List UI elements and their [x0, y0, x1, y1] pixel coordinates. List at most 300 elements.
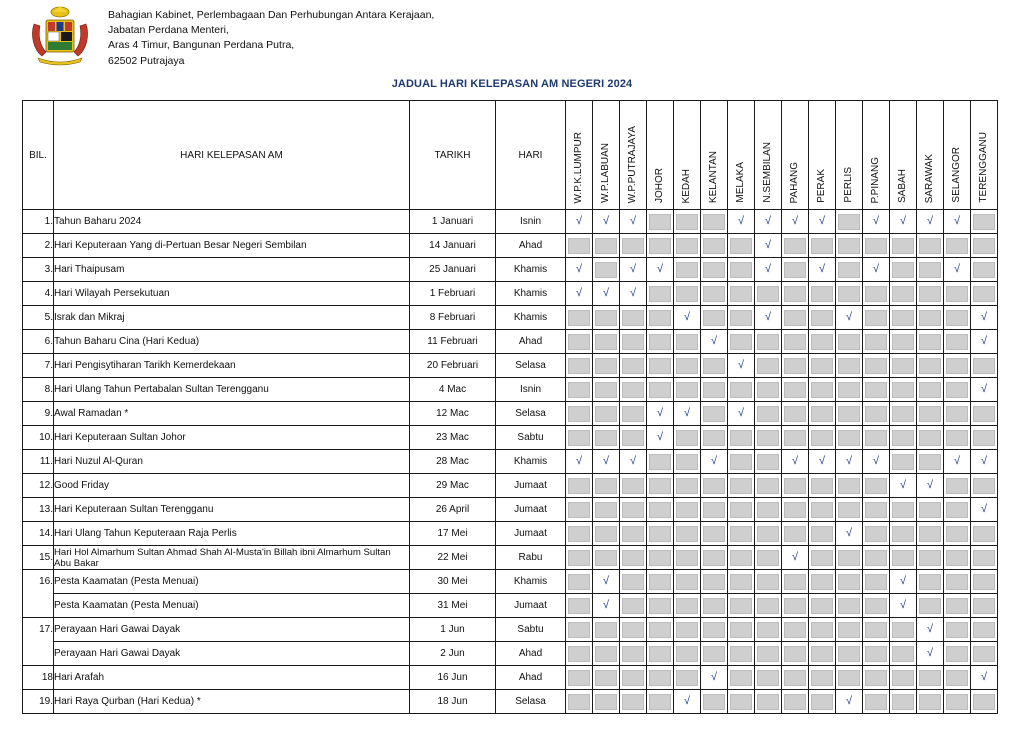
check-mark-icon: √: [730, 358, 752, 374]
state-blank-cell: [890, 642, 917, 666]
grey-fill-box: [595, 334, 617, 350]
state-blank-cell: [944, 498, 971, 522]
state-blank-cell: [809, 378, 836, 402]
grey-fill-box: [676, 334, 698, 350]
check-mark-icon: √: [568, 262, 590, 278]
state-blank-cell: [755, 570, 782, 594]
state-holiday-cell: [782, 210, 809, 234]
check-mark-icon: √: [703, 454, 725, 470]
grey-fill-box: [919, 550, 941, 566]
state-blank-cell: [890, 234, 917, 258]
grey-fill-box: [730, 286, 752, 302]
grey-fill-box: [730, 670, 752, 686]
grey-fill-box: [676, 574, 698, 590]
check-mark-icon: √: [784, 214, 806, 230]
holiday-date: 29 Mac: [410, 474, 496, 498]
holiday-name: Tahun Baharu Cina (Hari Kedua): [54, 330, 410, 354]
holiday-name: Hari Arafah: [54, 666, 410, 690]
check-mark-icon: √: [838, 526, 860, 542]
state-blank-cell: [944, 594, 971, 618]
grey-fill-box: [784, 598, 806, 614]
grey-fill-box: [838, 574, 860, 590]
state-blank-cell: [674, 426, 701, 450]
grey-fill-box: [649, 310, 671, 326]
state-blank-cell: [782, 258, 809, 282]
state-holiday-cell: [836, 690, 863, 714]
grey-fill-box: [703, 286, 725, 302]
check-mark-icon: √: [784, 550, 806, 566]
state-blank-cell: [944, 426, 971, 450]
check-mark-icon: √: [973, 382, 995, 398]
state-blank-cell: [674, 498, 701, 522]
state-blank-cell: [566, 690, 593, 714]
grey-fill-box: [892, 430, 914, 446]
check-mark-icon: √: [676, 310, 698, 326]
holiday-day: Ahad: [496, 666, 566, 690]
state-blank-cell: [863, 666, 890, 690]
grey-fill-box: [757, 646, 779, 662]
state-holiday-cell: [836, 450, 863, 474]
state-blank-cell: [782, 354, 809, 378]
state-blank-cell: [890, 498, 917, 522]
state-blank-cell: [755, 690, 782, 714]
state-blank-cell: [755, 546, 782, 570]
state-blank-cell: [674, 378, 701, 402]
holiday-name: Tahun Baharu 2024: [54, 210, 410, 234]
state-blank-cell: [917, 498, 944, 522]
state-blank-cell: [890, 378, 917, 402]
state-blank-cell: [755, 402, 782, 426]
col-header-state: [863, 101, 890, 210]
state-blank-cell: [809, 474, 836, 498]
state-blank-cell: [890, 330, 917, 354]
state-blank-cell: [755, 426, 782, 450]
table-row: [23, 234, 998, 258]
state-blank-cell: [836, 282, 863, 306]
grey-fill-box: [757, 670, 779, 686]
grey-fill-box: [649, 622, 671, 638]
grey-fill-box: [703, 574, 725, 590]
row-number: 9.: [23, 402, 54, 426]
state-blank-cell: [674, 570, 701, 594]
state-holiday-cell: [647, 258, 674, 282]
grey-fill-box: [622, 550, 644, 566]
state-blank-cell: [782, 234, 809, 258]
state-blank-cell: [728, 330, 755, 354]
check-mark-icon: √: [811, 262, 833, 278]
grey-fill-box: [568, 238, 590, 254]
holiday-date: 1 Jun: [410, 618, 496, 642]
grey-fill-box: [676, 238, 698, 254]
state-blank-cell: [620, 522, 647, 546]
state-blank-cell: [971, 642, 998, 666]
state-blank-cell: [890, 666, 917, 690]
row-number: 3.: [23, 258, 54, 282]
state-blank-cell: [971, 570, 998, 594]
state-blank-cell: [647, 282, 674, 306]
grey-fill-box: [622, 694, 644, 710]
state-blank-cell: [674, 642, 701, 666]
check-mark-icon: √: [838, 694, 860, 710]
check-mark-icon: √: [919, 478, 941, 494]
state-blank-cell: [674, 666, 701, 690]
state-blank-cell: [593, 546, 620, 570]
state-blank-cell: [701, 474, 728, 498]
state-blank-cell: [809, 354, 836, 378]
state-blank-cell: [836, 498, 863, 522]
holiday-day: Selasa: [496, 354, 566, 378]
state-holiday-cell: [593, 570, 620, 594]
state-blank-cell: [728, 522, 755, 546]
state-blank-cell: [701, 570, 728, 594]
state-blank-cell: [701, 594, 728, 618]
grey-fill-box: [973, 550, 995, 566]
state-blank-cell: [593, 642, 620, 666]
grey-fill-box: [892, 334, 914, 350]
state-blank-cell: [674, 546, 701, 570]
state-blank-cell: [620, 546, 647, 570]
grey-fill-box: [838, 238, 860, 254]
state-blank-cell: [836, 570, 863, 594]
address-line: Aras 4 Timur, Bangunan Perdana Putra,: [108, 39, 295, 52]
state-holiday-cell: [971, 330, 998, 354]
grey-fill-box: [595, 238, 617, 254]
state-holiday-cell: [890, 474, 917, 498]
table-row: [23, 282, 998, 306]
holiday-name: Hari Keputeraan Yang di-Pertuan Besar Negeri Sembilan: [54, 234, 410, 258]
grey-fill-box: [892, 310, 914, 326]
state-blank-cell: [647, 210, 674, 234]
state-blank-cell: [782, 618, 809, 642]
grey-fill-box: [676, 430, 698, 446]
state-blank-cell: [809, 522, 836, 546]
grey-fill-box: [865, 358, 887, 374]
grey-fill-box: [919, 358, 941, 374]
col-header-state: [728, 101, 755, 210]
check-mark-icon: √: [730, 214, 752, 230]
state-blank-cell: [701, 690, 728, 714]
grey-fill-box: [919, 670, 941, 686]
grey-fill-box: [568, 670, 590, 686]
state-blank-cell: [836, 402, 863, 426]
state-blank-cell: [863, 354, 890, 378]
holiday-date: 1 Januari: [410, 210, 496, 234]
grey-fill-box: [622, 670, 644, 686]
grey-fill-box: [919, 430, 941, 446]
state-blank-cell: [863, 474, 890, 498]
state-holiday-cell: [593, 450, 620, 474]
state-name: N.SEMBILAN: [762, 142, 773, 203]
state-holiday-cell: [971, 666, 998, 690]
grey-fill-box: [757, 454, 779, 470]
check-mark-icon: √: [622, 286, 644, 302]
grey-fill-box: [973, 526, 995, 542]
grey-fill-box: [730, 238, 752, 254]
col-header-holiday: HARI KELEPASAN AM: [54, 101, 410, 210]
grey-fill-box: [622, 646, 644, 662]
address-line: Bahagian Kabinet, Perlembagaan Dan Perhubungan Antara Kerajaan,: [108, 9, 435, 21]
state-blank-cell: [836, 426, 863, 450]
grey-fill-box: [892, 526, 914, 542]
holiday-name: Hari Thaipusam: [54, 258, 410, 282]
check-mark-icon: √: [946, 262, 968, 278]
state-blank-cell: [647, 234, 674, 258]
row-number: 18: [23, 666, 54, 690]
state-blank-cell: [809, 234, 836, 258]
holiday-name: Perayaan Hari Gawai Dayak: [54, 618, 410, 642]
state-blank-cell: [674, 234, 701, 258]
grey-fill-box: [757, 526, 779, 542]
state-blank-cell: [917, 522, 944, 546]
grey-fill-box: [649, 286, 671, 302]
state-name: PAHANG: [789, 161, 800, 203]
check-mark-icon: √: [595, 454, 617, 470]
check-mark-icon: √: [703, 670, 725, 686]
state-blank-cell: [647, 690, 674, 714]
state-holiday-cell: [674, 306, 701, 330]
state-blank-cell: [620, 426, 647, 450]
malaysia-coat-of-arms-icon: [20, 4, 100, 68]
state-blank-cell: [755, 642, 782, 666]
grey-fill-box: [568, 478, 590, 494]
grey-fill-box: [946, 382, 968, 398]
grey-fill-box: [730, 622, 752, 638]
grey-fill-box: [865, 574, 887, 590]
state-blank-cell: [782, 666, 809, 690]
state-blank-cell: [566, 570, 593, 594]
grey-fill-box: [946, 694, 968, 710]
col-header-state: [836, 101, 863, 210]
grey-fill-box: [865, 310, 887, 326]
state-blank-cell: [917, 378, 944, 402]
state-blank-cell: [728, 258, 755, 282]
state-blank-cell: [566, 594, 593, 618]
state-blank-cell: [836, 354, 863, 378]
grey-fill-box: [892, 694, 914, 710]
grey-fill-box: [757, 478, 779, 494]
state-blank-cell: [728, 546, 755, 570]
state-blank-cell: [566, 666, 593, 690]
check-mark-icon: √: [703, 334, 725, 350]
state-blank-cell: [674, 450, 701, 474]
grey-fill-box: [622, 502, 644, 518]
grey-fill-box: [865, 478, 887, 494]
state-blank-cell: [890, 522, 917, 546]
grey-fill-box: [568, 622, 590, 638]
state-blank-cell: [782, 330, 809, 354]
holiday-date: 4 Mac: [410, 378, 496, 402]
state-blank-cell: [620, 306, 647, 330]
grey-fill-box: [568, 310, 590, 326]
check-mark-icon: √: [568, 454, 590, 470]
state-blank-cell: [755, 522, 782, 546]
check-mark-icon: √: [973, 334, 995, 350]
check-mark-icon: √: [757, 238, 779, 254]
state-blank-cell: [809, 330, 836, 354]
state-holiday-cell: [809, 210, 836, 234]
grey-fill-box: [649, 670, 671, 686]
table-row: [23, 210, 998, 234]
state-blank-cell: [566, 426, 593, 450]
grey-fill-box: [649, 382, 671, 398]
grey-fill-box: [784, 286, 806, 302]
holiday-day: Jumaat: [496, 474, 566, 498]
grey-fill-box: [973, 406, 995, 422]
state-name: MELAKA: [735, 162, 746, 203]
state-holiday-cell: [890, 210, 917, 234]
state-blank-cell: [836, 642, 863, 666]
grey-fill-box: [892, 358, 914, 374]
holiday-day: Isnin: [496, 378, 566, 402]
grey-fill-box: [595, 502, 617, 518]
state-blank-cell: [809, 306, 836, 330]
state-blank-cell: [674, 258, 701, 282]
grey-fill-box: [568, 598, 590, 614]
grey-fill-box: [973, 286, 995, 302]
grey-fill-box: [892, 262, 914, 278]
state-blank-cell: [728, 450, 755, 474]
check-mark-icon: √: [757, 310, 779, 326]
check-mark-icon: √: [892, 478, 914, 494]
grey-fill-box: [892, 622, 914, 638]
state-blank-cell: [728, 570, 755, 594]
grey-fill-box: [811, 382, 833, 398]
holiday-date: 30 Mei: [410, 570, 496, 594]
grey-fill-box: [838, 430, 860, 446]
state-holiday-cell: [836, 522, 863, 546]
grey-fill-box: [946, 502, 968, 518]
grey-fill-box: [784, 574, 806, 590]
state-blank-cell: [647, 306, 674, 330]
grey-fill-box: [757, 286, 779, 302]
grey-fill-box: [919, 286, 941, 302]
check-mark-icon: √: [595, 598, 617, 614]
holiday-name: Good Friday: [54, 474, 410, 498]
state-blank-cell: [782, 402, 809, 426]
holiday-day: Ahad: [496, 234, 566, 258]
state-holiday-cell: [971, 378, 998, 402]
grey-fill-box: [703, 262, 725, 278]
grey-fill-box: [568, 574, 590, 590]
grey-fill-box: [811, 502, 833, 518]
grey-fill-box: [730, 382, 752, 398]
grey-fill-box: [973, 478, 995, 494]
table-row: [23, 498, 998, 522]
grey-fill-box: [757, 550, 779, 566]
grey-fill-box: [595, 670, 617, 686]
grey-fill-box: [892, 238, 914, 254]
grey-fill-box: [946, 622, 968, 638]
state-blank-cell: [809, 594, 836, 618]
grey-fill-box: [919, 310, 941, 326]
state-blank-cell: [755, 378, 782, 402]
grey-fill-box: [838, 646, 860, 662]
holiday-day: Jumaat: [496, 522, 566, 546]
table-row: [23, 522, 998, 546]
state-holiday-cell: [755, 306, 782, 330]
state-blank-cell: [593, 666, 620, 690]
state-blank-cell: [755, 450, 782, 474]
grey-fill-box: [568, 406, 590, 422]
grey-fill-box: [784, 526, 806, 542]
grey-fill-box: [784, 478, 806, 494]
grey-fill-box: [865, 406, 887, 422]
state-blank-cell: [863, 378, 890, 402]
row-number: 13.: [23, 498, 54, 522]
state-blank-cell: [701, 378, 728, 402]
grey-fill-box: [676, 502, 698, 518]
state-blank-cell: [755, 330, 782, 354]
grey-fill-box: [946, 550, 968, 566]
table-row: [23, 258, 998, 282]
state-blank-cell: [701, 354, 728, 378]
state-blank-cell: [701, 210, 728, 234]
state-blank-cell: [971, 546, 998, 570]
check-mark-icon: √: [892, 574, 914, 590]
state-blank-cell: [971, 402, 998, 426]
state-name: P.PINANG: [870, 156, 881, 203]
grey-fill-box: [838, 622, 860, 638]
grey-fill-box: [649, 454, 671, 470]
state-blank-cell: [809, 426, 836, 450]
check-mark-icon: √: [811, 214, 833, 230]
grey-fill-box: [865, 430, 887, 446]
state-blank-cell: [944, 570, 971, 594]
holiday-date: 22 Mei: [410, 546, 496, 570]
state-blank-cell: [728, 594, 755, 618]
state-blank-cell: [728, 234, 755, 258]
state-blank-cell: [809, 666, 836, 690]
grey-fill-box: [730, 310, 752, 326]
state-blank-cell: [620, 570, 647, 594]
grey-fill-box: [811, 334, 833, 350]
grey-fill-box: [730, 646, 752, 662]
check-mark-icon: √: [676, 694, 698, 710]
check-mark-icon: √: [757, 262, 779, 278]
grey-fill-box: [730, 454, 752, 470]
col-header-state: [971, 101, 998, 210]
table-row: [23, 570, 998, 594]
document-title: JADUAL HARI KELEPASAN AM NEGERI 2024: [391, 78, 633, 90]
row-number: 12.: [23, 474, 54, 498]
grey-fill-box: [784, 646, 806, 662]
row-number: 2.: [23, 234, 54, 258]
state-blank-cell: [728, 642, 755, 666]
state-blank-cell: [593, 306, 620, 330]
grey-fill-box: [784, 502, 806, 518]
state-blank-cell: [593, 402, 620, 426]
grey-fill-box: [919, 238, 941, 254]
grey-fill-box: [622, 238, 644, 254]
grey-fill-box: [568, 502, 590, 518]
col-header-state: [809, 101, 836, 210]
grey-fill-box: [757, 430, 779, 446]
state-blank-cell: [620, 402, 647, 426]
grey-fill-box: [784, 334, 806, 350]
check-mark-icon: √: [865, 454, 887, 470]
holiday-name: Hari Keputeraan Sultan Terengganu: [54, 498, 410, 522]
state-blank-cell: [674, 330, 701, 354]
state-blank-cell: [782, 594, 809, 618]
grey-fill-box: [757, 358, 779, 374]
grey-fill-box: [595, 430, 617, 446]
holiday-date: 28 Mac: [410, 450, 496, 474]
grey-fill-box: [676, 358, 698, 374]
check-mark-icon: √: [973, 502, 995, 518]
state-holiday-cell: [701, 330, 728, 354]
state-blank-cell: [863, 618, 890, 642]
state-holiday-cell: [674, 690, 701, 714]
